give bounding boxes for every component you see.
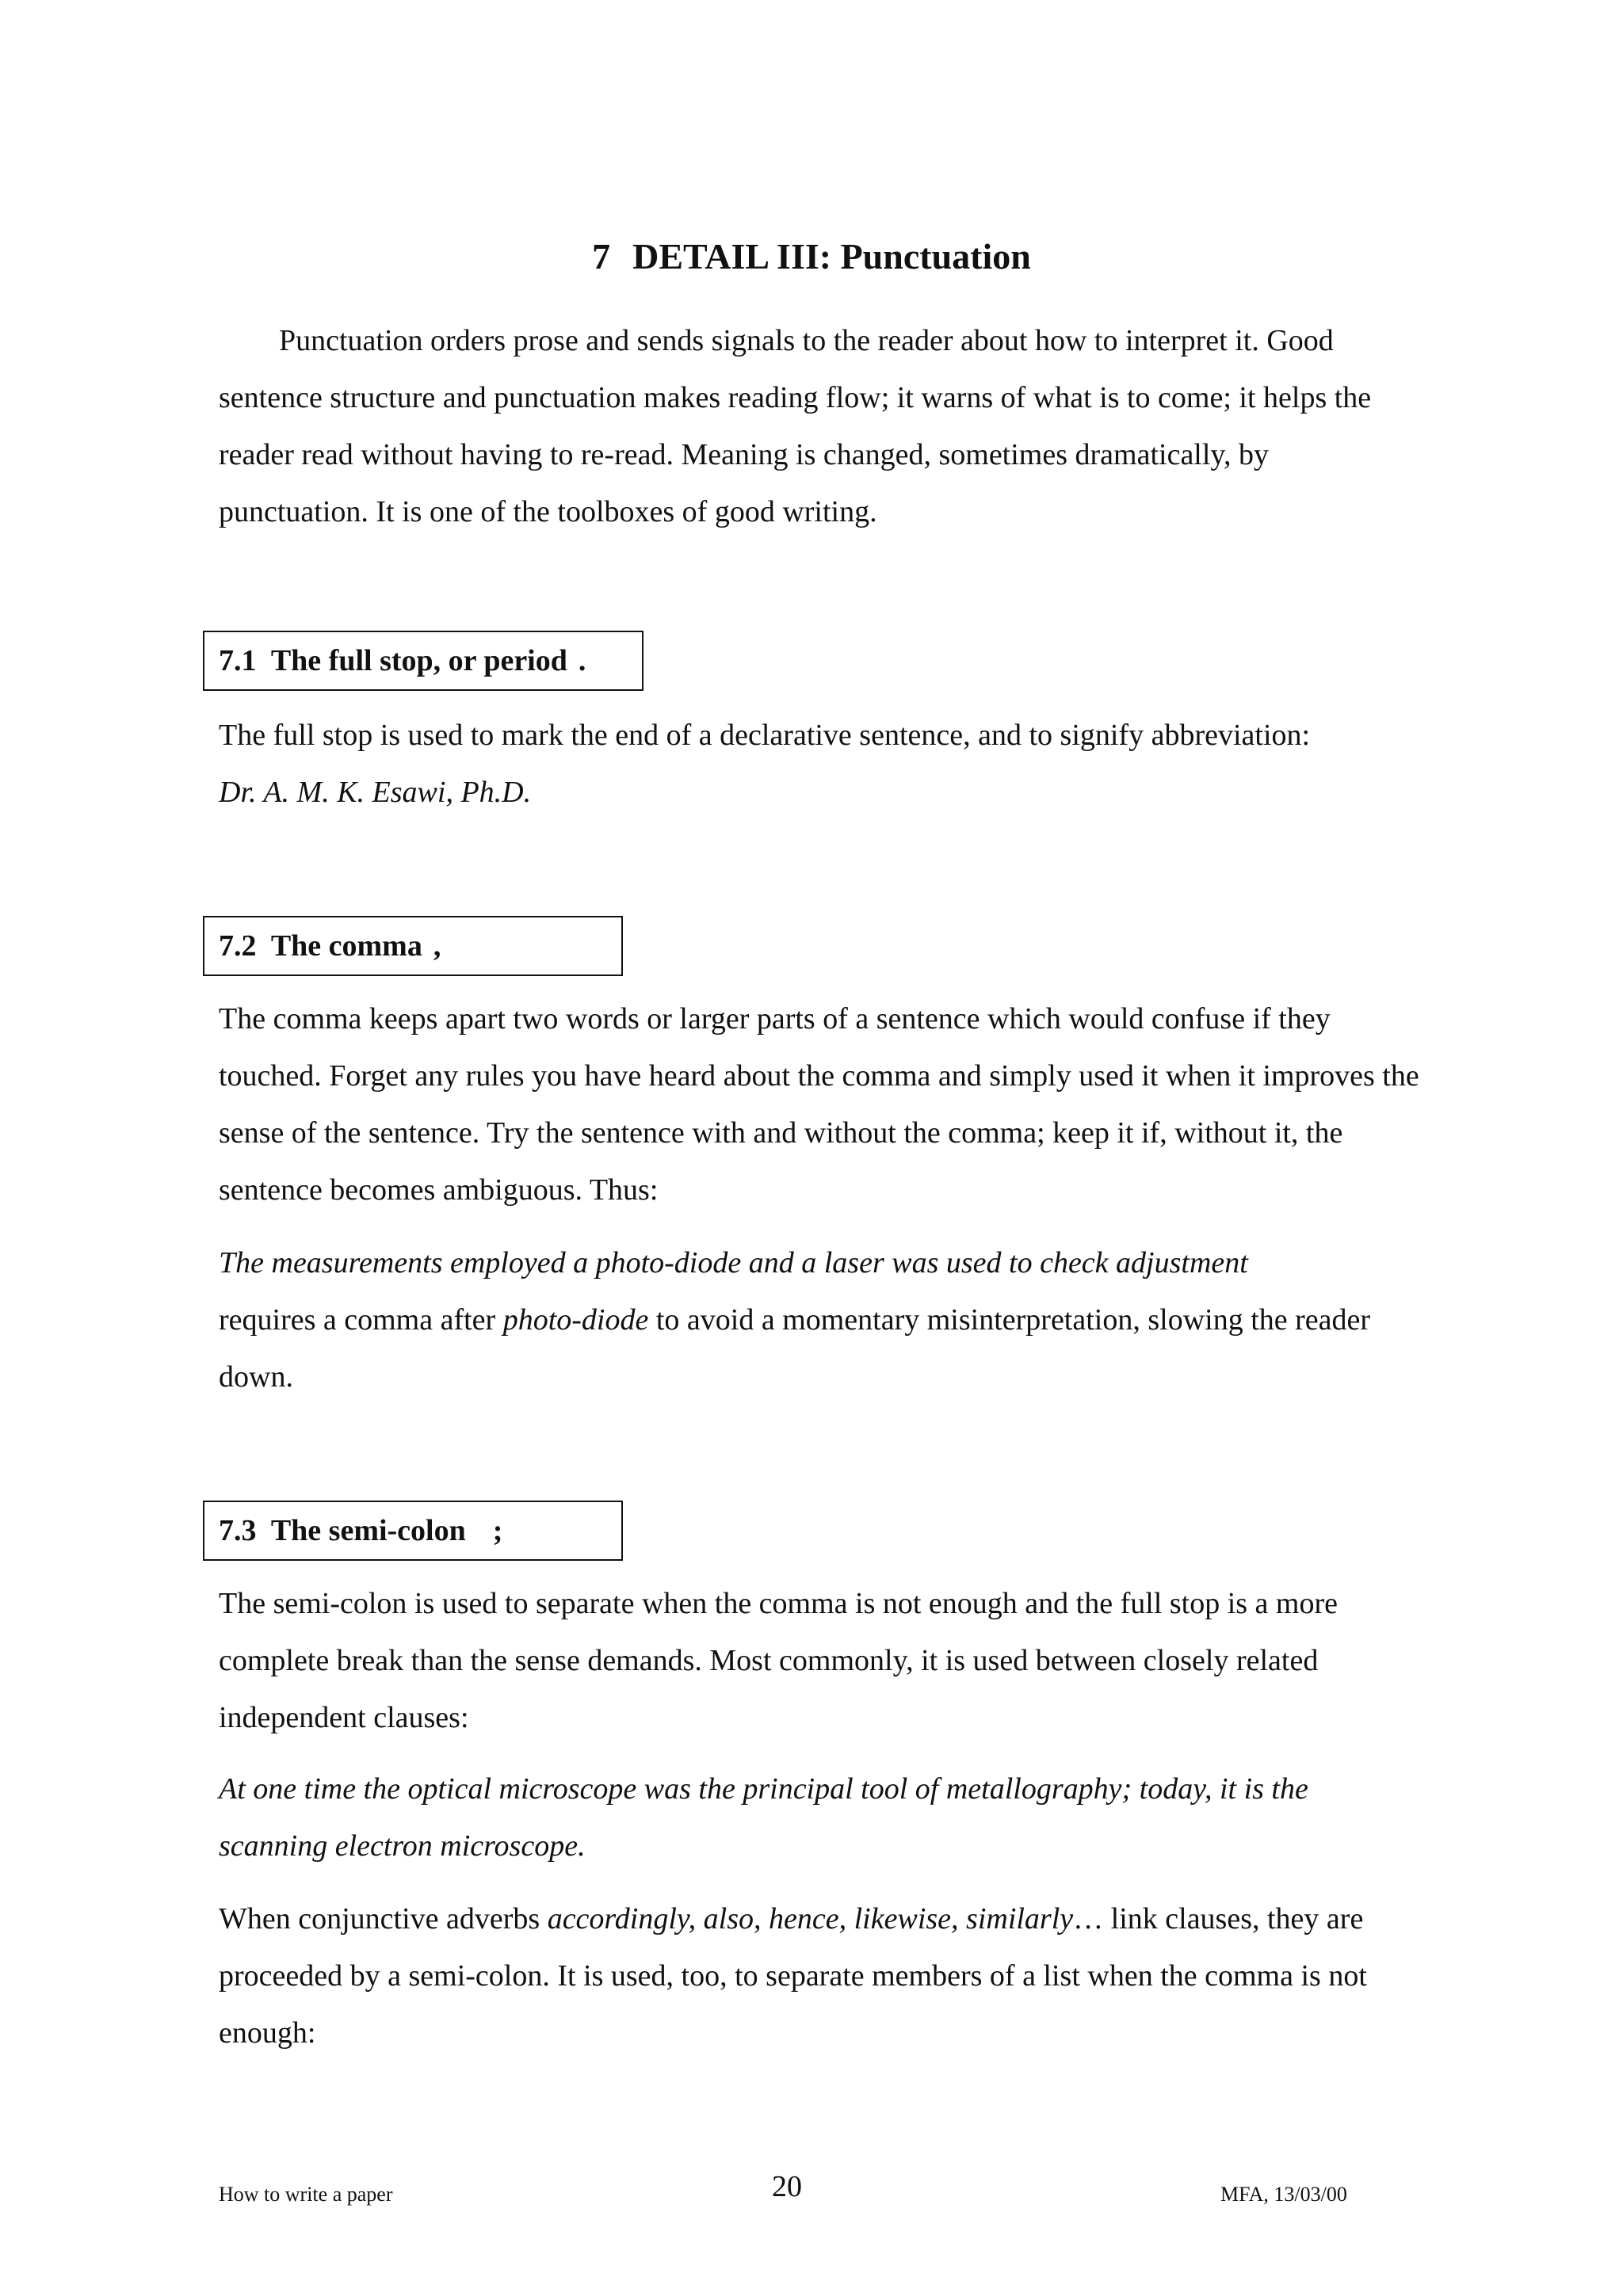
section-title-text: DETAIL III: Punctuation (632, 236, 1031, 277)
semi-colon-adverbs-paragraph (219, 1890, 1423, 2061)
heading-comma: 7.2 The comma (219, 929, 422, 963)
section-title (0, 228, 1623, 285)
heading-comma-mark: , (433, 929, 441, 963)
adverbs-after: … link clauses, they are proceeded by a semi-colon. It is used, too, to separate members of a list when the comma is not enough: (219, 1902, 1367, 2050)
heading-semi-colon: 7.3 The semi-colon (219, 1514, 466, 1547)
comma-example-paragraph (219, 1234, 1423, 1405)
footer-left: How to write a paper (219, 2183, 393, 2206)
heading-box-semi-colon (203, 1501, 623, 1561)
comma-follow-after: to avoid a momentary misinterpretation, slowing the reader down. (219, 1303, 1371, 1394)
footer-right: MFA, 13/03/00 (1220, 2183, 1347, 2206)
comma-example: The measurements employed a photo-diode and a laser was used to check adjustment (219, 1246, 1248, 1280)
full-stop-example: Dr. A. M. K. Esawi, Ph.D. (219, 776, 532, 809)
semi-colon-example-paragraph (219, 1760, 1423, 1875)
comma-follow-before: requires a comma after (219, 1303, 503, 1337)
heading-full-stop-mark: . (578, 644, 586, 677)
heading-semi-colon-mark: ; (492, 1514, 503, 1547)
semi-colon-example: At one time the optical microscope was the principal tool of metallography; today, it is the scanning electron microscope. (219, 1772, 1308, 1863)
adverbs-list: accordingly, also, hence, likewise, similarly (547, 1902, 1074, 1936)
page-number: 20 (772, 2170, 802, 2203)
full-stop-text: The full stop is used to mark the end of a declarative sentence, and to signify abbreviation: (219, 719, 1311, 752)
heading-box-full-stop (203, 631, 643, 691)
comma-paragraph: The comma keeps apart two words or larger parts of a sentence which would confuse if they touched. Forget any rules you have heard about the comma and simply used it when it improves the sense of the sentence. Try the sentence with and without the comma; keep it if, without it, the sentence becomes ambiguous. Thus: (219, 1002, 1419, 1207)
section-number: 7 (592, 236, 611, 277)
adverbs-before: When conjunctive adverbs (219, 1902, 548, 1936)
heading-full-stop: 7.1 The full stop, or period (219, 644, 567, 677)
intro-paragraph: Punctuation orders prose and sends signals to the reader about how to interpret it. Good sentence structure and punctuation makes reading flow; it warns of what is to come; it helps the reader read without having to re-read. Meaning is changed, sometimes dramatically, by punctuation. It is one of the toolboxes of good writing. (219, 324, 1372, 528)
comma-follow-em: photo-diode (502, 1303, 649, 1337)
full-stop-paragraph (219, 707, 1423, 821)
heading-box-comma (203, 916, 623, 976)
semi-colon-paragraph: The semi-colon is used to separate when the comma is not enough and the full stop is a more complete break than the sense demands. Most commonly, it is used between closely related independent clauses: (219, 1587, 1338, 1734)
